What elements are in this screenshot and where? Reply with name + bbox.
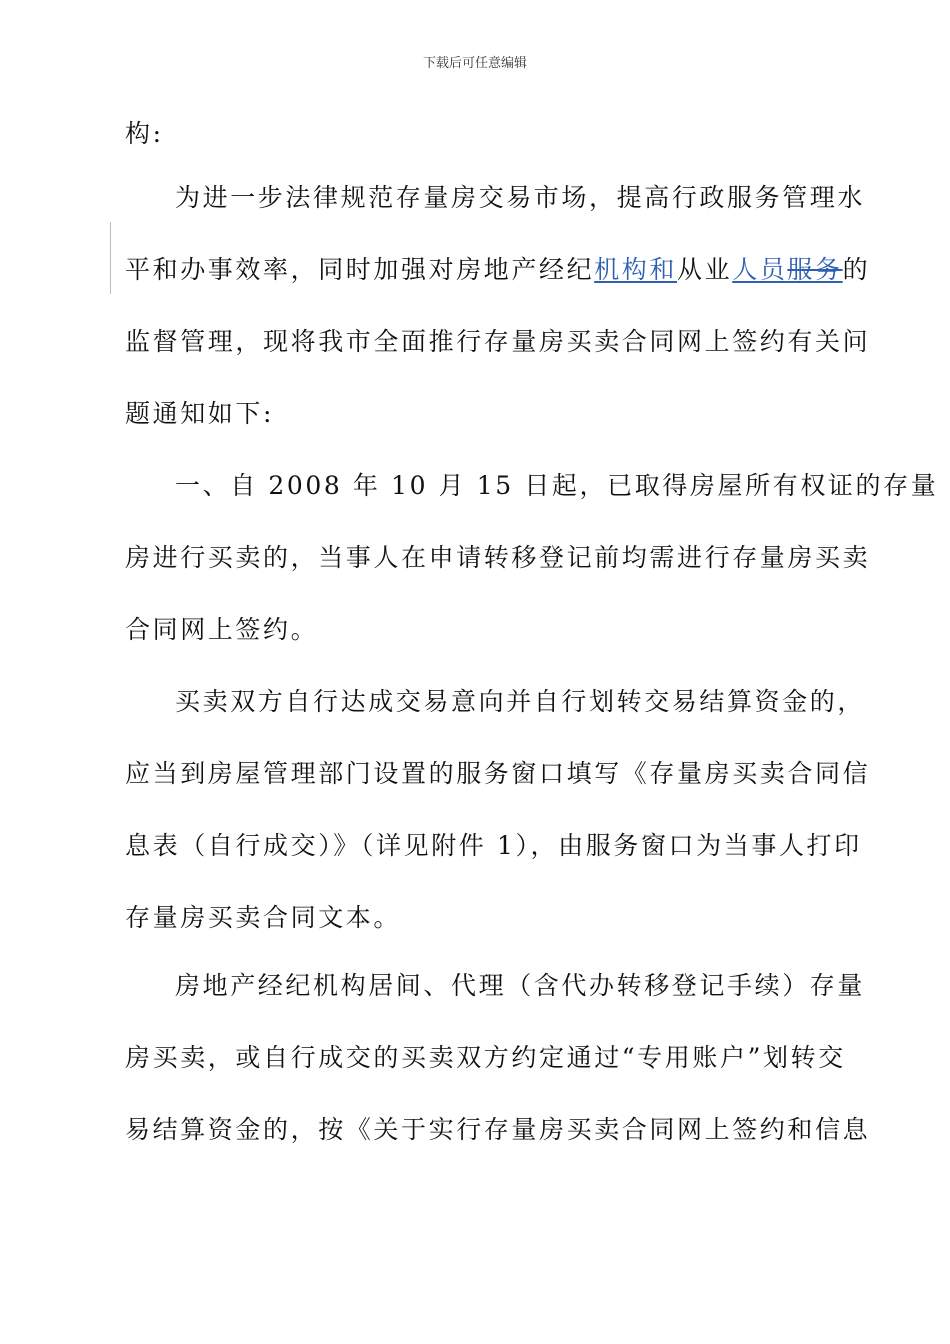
paragraph-3-line-4: 存量房买卖合同文本。 — [125, 903, 402, 932]
page-header: 下载后可任意编辑 — [422, 56, 527, 71]
hyperlink-jigouhe[interactable]: 机构和 — [594, 255, 678, 284]
paragraph-1-line-1: 为进一步法律规范存量房交易市场，提高行政服务管理水 — [175, 183, 866, 212]
paragraph-1-line-2 — [125, 254, 870, 286]
paragraph-3-line-2: 应当到房屋管理部门设置的服务窗口填写《存量房买卖合同信 — [125, 759, 871, 788]
paragraph-4-line-3: 易结算资金的，按《关于实行存量房买卖合同网上签约和信息 — [125, 1115, 871, 1144]
text-run: 从业 — [677, 255, 733, 284]
paragraph-2-line-3: 合同网上签约。 — [125, 615, 319, 644]
paragraph-2-line-2: 房进行买卖的，当事人在申请转移登记前均需进行存量房买卖 — [125, 543, 871, 572]
paragraph-3-line-1: 买卖双方自行达成交易意向并自行划转交易结算资金的， — [175, 687, 866, 716]
paragraph-4-line-1: 房地产经纪机构居间、代理（含代办转移登记手续）存量 — [175, 971, 866, 1000]
paragraph-4-line-2: 房买卖，或自行成交的买卖双方约定通过“专用账户”划转交 — [125, 1043, 846, 1072]
text-run: 平和办事效率，同时加强对房地产经纪 — [125, 255, 595, 284]
paragraph-3-line-3: 息表（自行成交）》（详见附件 1），由服务窗口为当事人打印 — [125, 831, 862, 860]
revision-margin-bar — [110, 222, 111, 294]
paragraph-2-line-1: 一、自 2008 年 10 月 15 日起，已取得房屋所有权证的存量 — [175, 471, 939, 500]
paragraph-1-line-4: 题通知如下: — [125, 399, 275, 428]
hyperlink-renyuan[interactable]: 人员 — [732, 255, 788, 284]
text-run: 的 — [842, 255, 871, 284]
text-line-1: 构: — [125, 119, 164, 148]
deleted-text-fuwu: 服务 — [787, 255, 843, 284]
paragraph-1-line-3: 监督管理，现将我市全面推行存量房买卖合同网上签约有关问 — [125, 327, 871, 356]
